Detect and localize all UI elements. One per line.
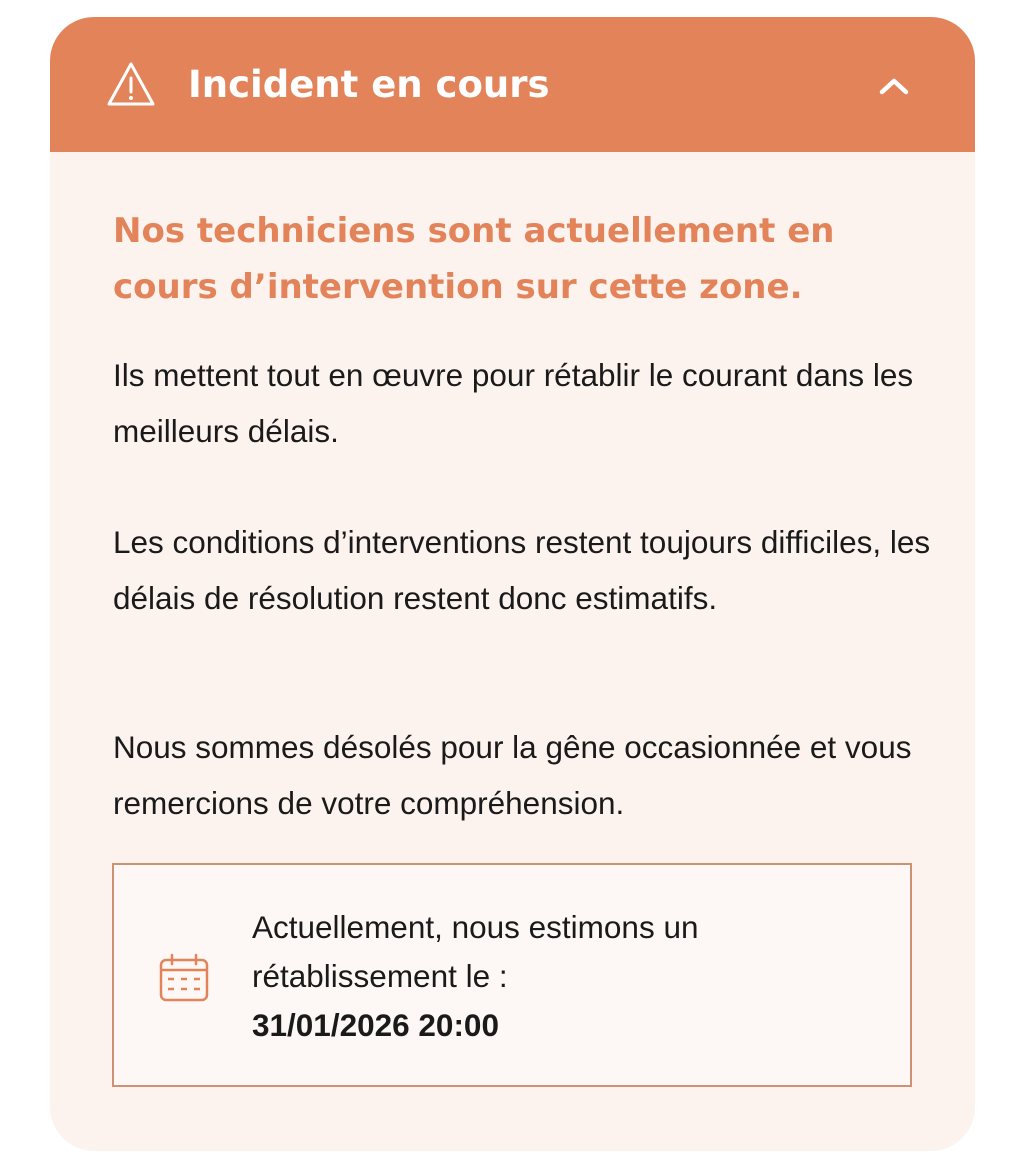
chevron-up-icon: [868, 65, 920, 105]
incident-paragraph-2: Les conditions d’interventions restent toujours difficiles, les délais de résolution restent donc estimatifs.: [113, 524, 931, 616]
estimate-text: [252, 903, 892, 1050]
incident-card: [50, 17, 975, 1151]
estimate-datetime: 31/01/2026 20:00: [252, 1007, 499, 1043]
incident-headline: Nos techniciens sont actuellement en cours d’intervention sur cette zone.: [113, 211, 835, 307]
incident-paragraph-1: Ils mettent tout en œuvre pour rétablir le courant dans les meilleurs délais.: [113, 357, 914, 449]
incident-paragraph-3: Nous sommes désolés pour la gêne occasionnée et vous remercions de votre compréhension.: [113, 729, 912, 821]
incident-title: Incident en cours: [188, 63, 550, 106]
incident-header[interactable]: [50, 17, 975, 152]
calendar-icon: [157, 952, 211, 1004]
collapse-button[interactable]: [868, 65, 920, 105]
estimate-label: Actuellement, nous estimons un rétablissement le :: [252, 909, 699, 994]
estimate-box: [112, 863, 912, 1087]
warning-triangle-icon: [106, 61, 156, 107]
